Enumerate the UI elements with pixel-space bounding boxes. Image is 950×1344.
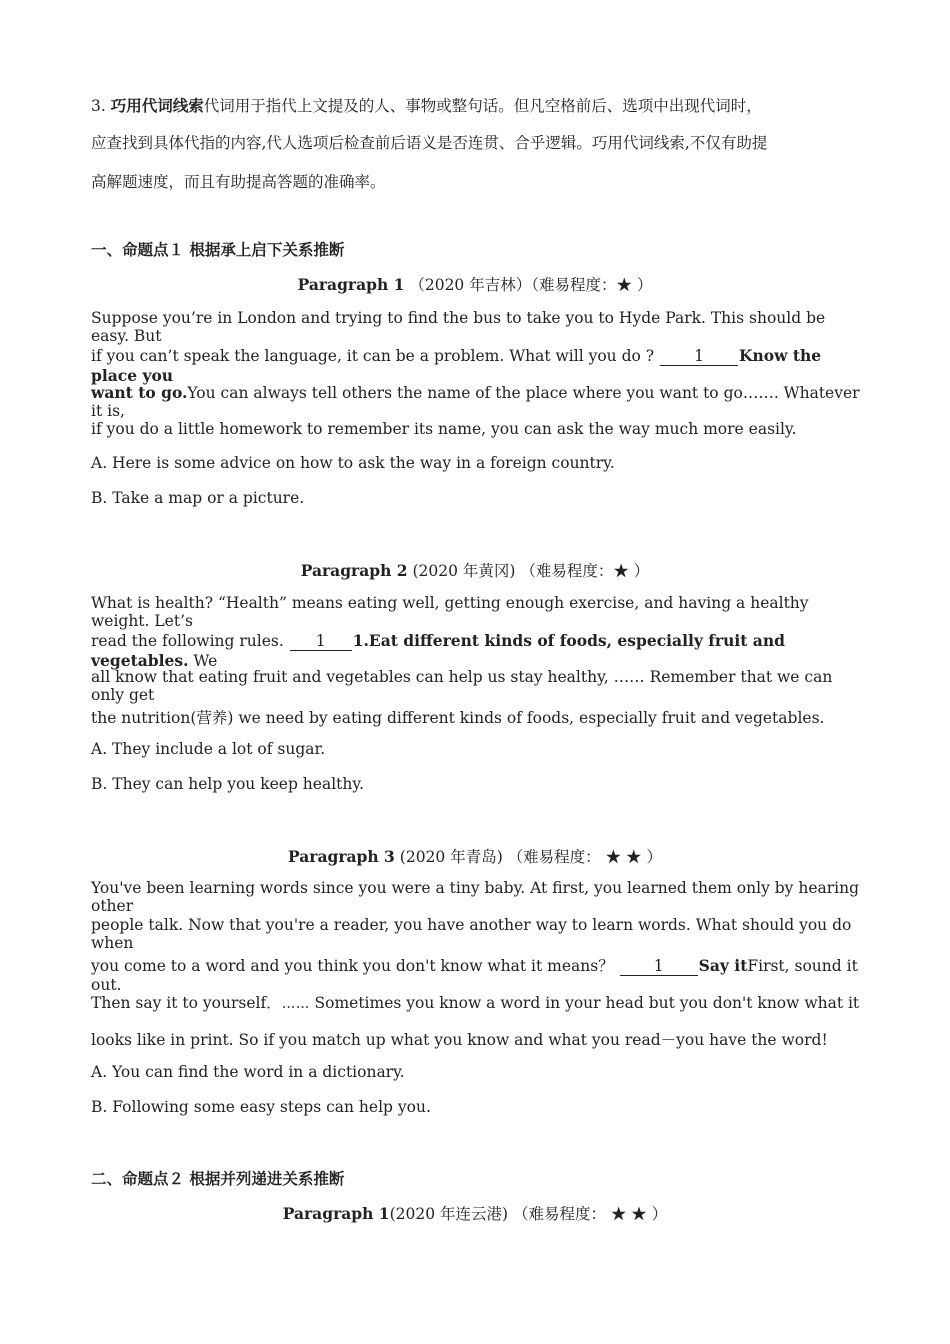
p4-meta: (2020 年连云港) （难易程度： ★ ★ ）	[389, 1205, 668, 1223]
section-1-title: 一、命题点１ 根据承上启下关系推断	[91, 240, 345, 259]
intro-text-1: 代词用于指代上文提及的人、事物或整句话。但凡空格前后、选项中出现代词时，	[203, 97, 762, 115]
p1-answer-blank: 1	[660, 348, 738, 366]
p3-line-3-rest: First, sound it out.	[91, 957, 858, 995]
p3-line-1: You've been learning words since you were a tiny baby. At first, you learned them only by hearing other	[91, 879, 860, 915]
p3-line-2: people talk. Now that you're a reader, you have another way to learn words. What should you do when	[91, 916, 852, 952]
p3-line-4: Then say it to yourself．⋯⋯ Sometimes you know a word in your head but you don't know what it	[91, 994, 860, 1012]
p2-line-2-rest: We	[188, 652, 218, 671]
p1-option-a: A. Here is some advice on how to ask the way in a foreign country.	[91, 454, 615, 472]
p2-heading	[0, 559, 950, 581]
intro-line-1	[91, 94, 861, 116]
p2-line-3: all know that eating fruit and vegetables can help us stay healthy, …… Remember that we can only get	[91, 668, 833, 704]
p1-line-3-text: You can always tell others the name of the place where you want to go……. Whatever it is,	[91, 384, 860, 420]
p1-line-2	[91, 346, 861, 385]
intro-heading: 巧用代词线索	[110, 96, 204, 115]
p1-line-3	[91, 383, 861, 420]
p1-meta: （2020 年吉林）（难易程度：★ ）	[409, 276, 653, 294]
p1-title: Paragraph 1	[297, 275, 405, 294]
p2-line-1: What is health? “Health” means eating well, getting enough exercise, and having a healthy weight. Let’s	[91, 594, 809, 630]
p2-title: Paragraph 2	[300, 561, 408, 580]
p3-meta: (2020 年青岛) （难易程度： ★ ★ ）	[399, 848, 662, 866]
p4-title: Paragraph 1	[282, 1204, 390, 1223]
p3-title: Paragraph 3	[288, 847, 395, 866]
p1-line-2-bold: Know the place you	[91, 346, 822, 386]
p3-line-3-text: you come to a word and you think you don't know what it means？	[91, 957, 614, 975]
intro-line-2: 应查找到具体代指的内容,代人选项后检查前后语义是否连贯、合乎逻辑。巧用代词线索,不仅有助提	[91, 134, 768, 152]
intro-line-3: 高解题速度，而且有助提高答题的准确率。	[91, 173, 386, 191]
p2-line-2-text: read the following rules.	[91, 632, 284, 650]
p3-heading	[0, 845, 950, 867]
p4-heading	[0, 1202, 950, 1224]
p2-option-a: A. They include a lot of sugar.	[91, 740, 326, 758]
section-2-title: 二、命题点２ 根据并列递进关系推断	[91, 1169, 345, 1188]
p2-line-4: the nutrition(营养) we need by eating different kinds of foods, especially fruit and vegetables.	[91, 709, 825, 727]
p1-heading	[0, 273, 950, 295]
intro-number: 3.	[91, 97, 106, 115]
p1-line-2-text: if you can’t speak the language, it can be a problem. What will you do ?	[91, 347, 655, 365]
p1-option-b: B. Take a map or a picture.	[91, 489, 305, 507]
p2-answer-blank: 1	[290, 633, 352, 651]
p2-option-b: B. They can help you keep healthy.	[91, 775, 364, 793]
p3-option-a: A. You can find the word in a dictionary.	[91, 1063, 405, 1081]
p1-line-1: Suppose you’re in London and trying to find the bus to take you to Hyde Park. This should be easy. But	[91, 309, 826, 345]
p3-line-3-bold: Say it	[698, 956, 748, 975]
p3-line-5: looks like in print. So if you match up what you know and what you read－you have the word!	[91, 1031, 828, 1049]
p3-line-3	[91, 954, 861, 994]
p2-line-2-bold: 1.Eat different kinds of foods, especially fruit and vegetables.	[91, 631, 785, 671]
p2-line-2	[91, 631, 861, 670]
p1-line-3-bold: want to go.	[91, 383, 188, 402]
p1-line-4: if you do a little homework to remember its name, you can ask the way much more easily.	[91, 420, 797, 438]
p3-answer-blank: 1	[620, 958, 698, 976]
p2-meta: (2020 年黄冈) （难易程度：★ ）	[412, 562, 650, 580]
p3-option-b: B. Following some easy steps can help you.	[91, 1098, 431, 1116]
